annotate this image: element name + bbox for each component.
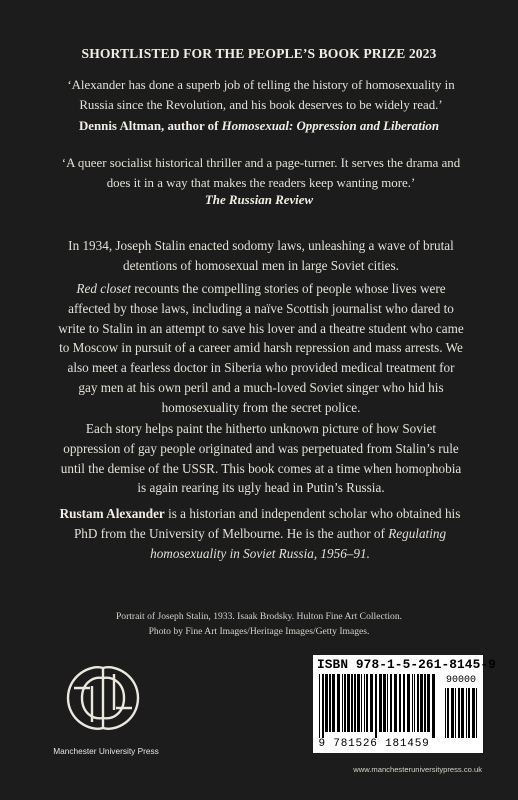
barcode-bar [417, 674, 419, 732]
barcode-bar [357, 674, 360, 732]
review-author-work-1: Homosexual: Oppression and Liberation [221, 119, 440, 133]
barcode-bar [412, 674, 413, 732]
barcode-bar [329, 674, 331, 732]
barcode-bar [332, 674, 335, 732]
barcode-bar [414, 674, 415, 732]
barcode-bar [354, 674, 356, 732]
mup-logo-icon [60, 658, 146, 738]
barcode-addon-bar [461, 688, 464, 738]
author-previous-work: Regulating homosexuality in Soviet Russia, 1956–91. [150, 525, 447, 561]
barcode-bar [394, 674, 397, 732]
barcode-bar [379, 674, 382, 732]
book-title: Red closet [76, 281, 131, 296]
isbn-digits: 9 781526 181459 [318, 738, 430, 750]
barcode-addon-bar [455, 688, 456, 738]
image-credit-line-1: Portrait of Joseph Stalin, 1933. Isaak Brodsky. Hulton Fine Art Collection. [115, 611, 403, 622]
blurb-paragraph-1: In 1934, Joseph Stalin enacted sodomy laws, unleashing a wave of brutal detentions of homosexual men in large Soviet cities. [68, 238, 454, 273]
barcode-bar [407, 674, 410, 732]
barcode-bar [319, 674, 320, 738]
barcode-bar [427, 674, 430, 732]
review-quote-2: ‘A queer socialist historical thriller and a page-turner. It serves the drama and does it in a way that makes the readers keep wanting more.’ [61, 156, 461, 190]
barcode-bar [383, 674, 386, 732]
barcode-bar [364, 674, 365, 732]
review-source-2: The Russian Review [204, 193, 314, 207]
barcode-bar [399, 674, 401, 732]
barcode-bar [322, 674, 324, 738]
review-attribution-1 [0, 119, 518, 134]
blurb-paragraph-2 [58, 279, 464, 418]
publisher-website: www.manchesteruniversitypress.co.uk [353, 765, 482, 774]
barcode-addon-bar [451, 688, 454, 738]
barcode-bar [420, 674, 423, 732]
blurb-paragraph-3: Each story helps paint the hitherto unknown picture of how Soviet oppression of gay people originated and was perpetuated from Stalin’s rule until the demise of the USSR. This book comes at a time when homophobia is again rearing its ugly head in Putin’s Russia. [60, 421, 462, 496]
isbn-label: ISBN 978-1-5-261-8145-9 [317, 657, 496, 672]
review-quote-1: ‘Alexander has done a superb job of telling the history of homosexuality in Russia since the Revolution, and his book deserves to be widely read.’ [67, 78, 455, 112]
barcode-bar [370, 674, 373, 732]
barcode-bar [387, 674, 388, 732]
author-bio [56, 504, 464, 563]
author-bio-text: is a historian and independent scholar who obtained his PhD from the University of Melbourne. He is the author of [73, 506, 461, 541]
barcode-bar [337, 674, 340, 732]
barcode-addon-bar [468, 688, 470, 738]
barcode-addon-bar [476, 688, 477, 738]
barcode-bar [351, 674, 353, 732]
image-credit-line-2: Photo by Fine Art Images/Heritage Images/Getty Images. [148, 626, 370, 637]
barcode-bar [325, 674, 328, 732]
publisher-name: Manchester University Press [53, 746, 159, 756]
barcode [313, 655, 496, 753]
barcode-addon-bar [458, 688, 460, 738]
barcode-bar [361, 674, 362, 732]
barcode-bar [375, 674, 377, 738]
review-author-1: Dennis Altman, author of [78, 119, 222, 133]
blurb-paragraph-2-text: recounts the compelling stories of people whose lives were affected by those laws, including a naïve Scottish journalist who dared to write to Stalin in an attempt to save his lover and a theatre student who came to Moscow in pursuit of a career amid harsh repression and mass arrests. We also meet a fearless doctor in Siberia who provided medical treatment for gay men at his own peril and a much-loved Soviet singer who hid his homosexuality from the secret police. [58, 281, 464, 415]
barcode-bar [366, 674, 368, 732]
prize-banner: SHORTLISTED FOR THE PEOPLE’S BOOK PRIZE 2023 [81, 46, 437, 61]
barcode-bar [432, 674, 435, 738]
barcode-addon-bar [466, 688, 467, 738]
barcode-addon-bar [447, 688, 449, 738]
barcode-bar [342, 674, 343, 732]
barcode-bar [424, 674, 426, 732]
barcode-addon-bar [472, 688, 475, 738]
price-code: 90000 [445, 675, 476, 686]
barcode-addon-bar [445, 688, 446, 738]
barcode-bar [344, 674, 346, 732]
author-name: Rustam Alexander [59, 506, 165, 521]
barcode-bar [403, 674, 405, 732]
barcode-bar [390, 674, 392, 732]
barcode-bar [347, 674, 350, 732]
image-credit [0, 609, 518, 639]
